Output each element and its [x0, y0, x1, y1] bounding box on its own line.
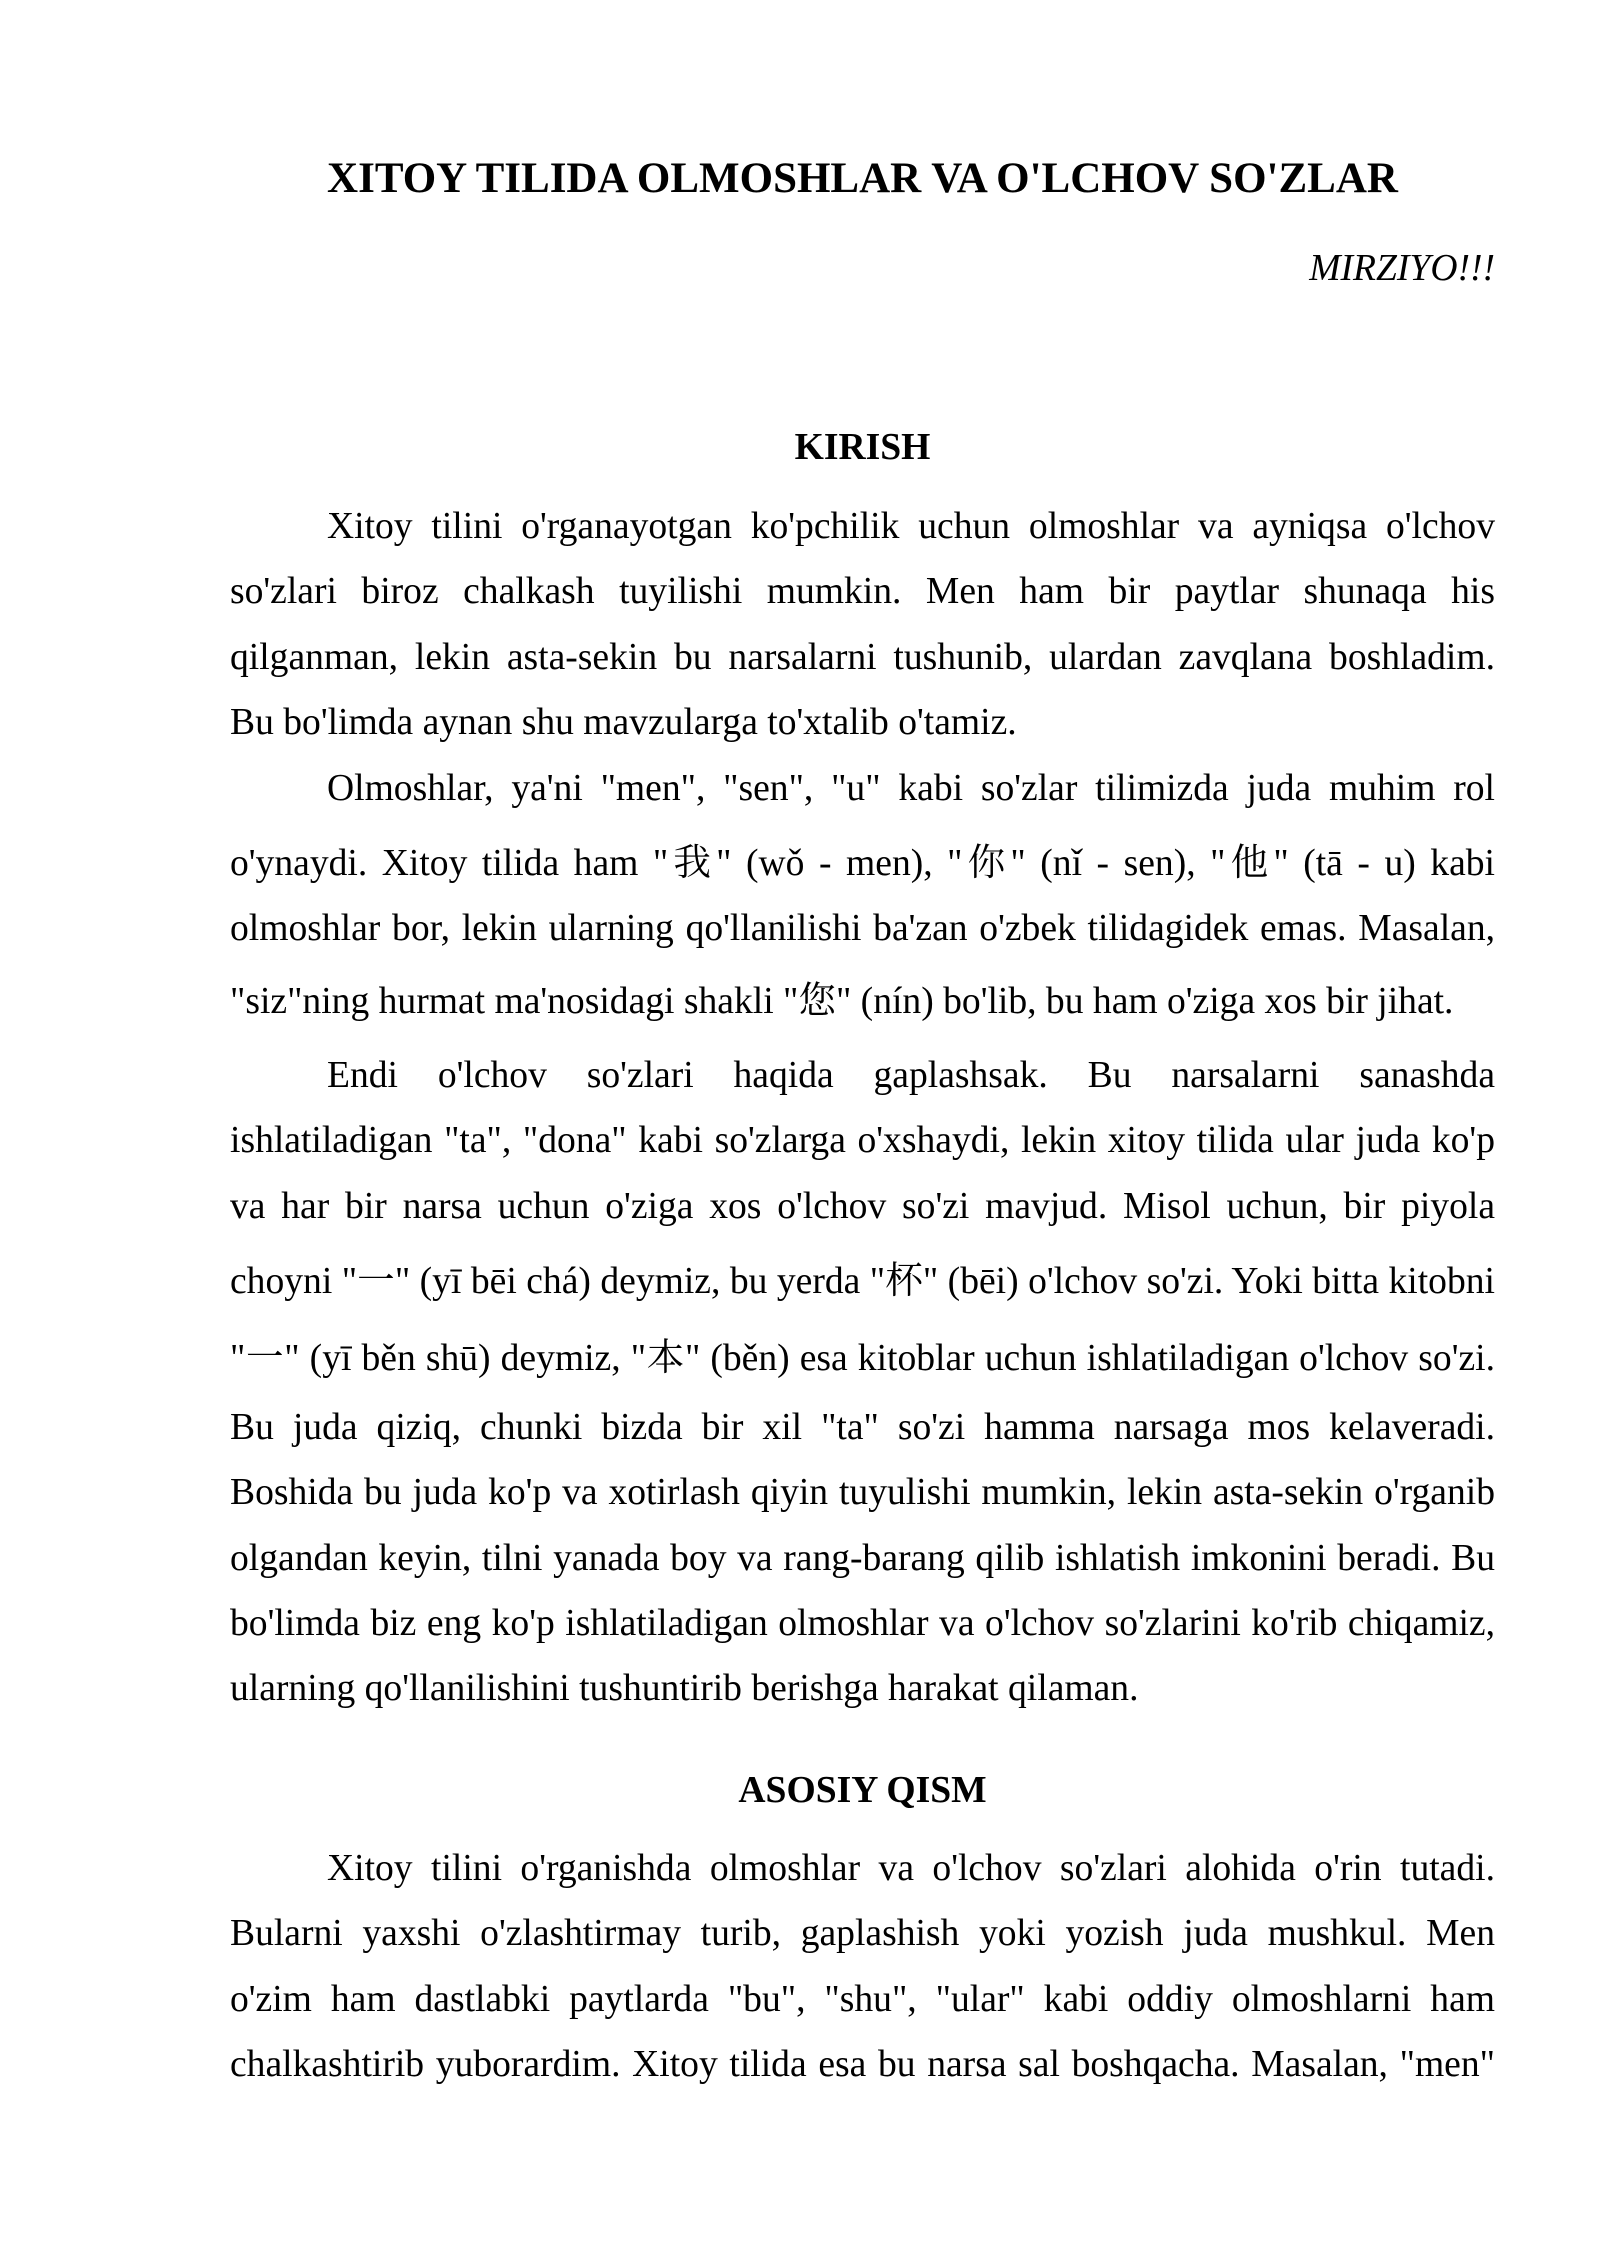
paragraph	[230, 1043, 1495, 1722]
section-heading: KIRISH	[794, 427, 931, 468]
paragraph-line: olmoshlar bor, lekin ularning qo'llanilishi ba'zan o'zbek tilidagidek emas. Masalan,	[230, 908, 1495, 950]
paragraph	[230, 1836, 1495, 2098]
paragraph-line: chalkashtirib yuborardim. Xitoy tilida esa bu narsa sal boshqacha. Masalan, "men"	[230, 2044, 1495, 2086]
paragraph-line: va har bir narsa uchun o'ziga xos o'lchov so'zi mavjud. Misol uchun, bir piyola	[230, 1185, 1495, 1227]
paragraph	[230, 756, 1495, 1035]
paragraph-line: qilganman, lekin asta-sekin bu narsalarni tushunib, ulardan zavqlana boshladim.	[230, 636, 1495, 678]
section-heading: ASOSIY QISM	[738, 1769, 987, 1811]
paragraph-line: Olmoshlar, ya'ni "men", "sen", "u" kabi so'zlar tilimizda juda muhim rol	[327, 767, 1495, 809]
author-name: MIRZIYO!!!	[1309, 248, 1495, 289]
paragraph-line: Endi o'lchov so'zlari haqida gaplashsak. Bu narsalarni sanashda	[327, 1055, 1495, 1097]
paragraph-line: "一" (yī běn shū) deymiz, "本" (běn) esa kitoblar uchun ishlatiladigan o'lchov so'zi.	[230, 1337, 1495, 1379]
paragraph	[230, 494, 1495, 756]
document-title: XITOY TILIDA OLMOSHLAR VA O'LCHOV SO'ZLAR	[327, 155, 1398, 202]
paragraph-line: Boshida bu juda ko'p va xotirlash qiyin tuyulishi mumkin, lekin asta-sekin o'rganib	[230, 1472, 1495, 1514]
paragraph-line: "siz"ning hurmat ma'nosidagi shakli "您" (nín) bo'lib, bu ham o'ziga xos bir jihat.	[230, 981, 1454, 1023]
paragraph-line: ishlatiladigan "ta", "dona" kabi so'zlarga o'xshaydi, lekin xitoy tilida ular juda ko'p	[230, 1120, 1495, 1162]
paragraph-line: Xitoy tilini o'rganishda olmoshlar va o'lchov so'zlari alohida o'rin tutadi.	[327, 1847, 1495, 1889]
paragraph-line: bo'limda biz eng ko'p ishlatiladigan olmoshlar va o'lchov so'zlarini ko'rib chiqamiz,	[230, 1603, 1495, 1645]
paragraph-line: olgandan keyin, tilni yanada boy va rang-barang qilib ishlatish imkonini beradi. Bu	[230, 1537, 1495, 1579]
paragraph-line: Xitoy tilini o'rganayotgan ko'pchilik uchun olmoshlar va ayniqsa o'lchov	[327, 506, 1495, 548]
section-kirish	[230, 415, 1495, 1722]
paragraph-line: choyni "一" (yī bēi chá) deymiz, bu yerda "杯" (bēi) o'lchov so'zi. Yoki bitta kitobni	[230, 1260, 1495, 1302]
document-body	[230, 415, 1495, 2098]
section-asosiy-qism	[230, 1758, 1495, 2098]
paragraph-line: o'ynaydi. Xitoy tilida ham "我" (wǒ - men), "你" (nǐ - sen), "他" (tā - u) kabi	[230, 842, 1495, 884]
paragraph-line: Bu juda qiziq, chunki bizda bir xil "ta" so'zi hamma narsaga mos kelaveradi.	[230, 1406, 1495, 1448]
paragraph-line: Bu bo'limda aynan shu mavzularga to'xtalib o'tamiz.	[230, 702, 1017, 744]
paragraph-line: o'zim ham dastlabki paytlarda "bu", "shu", "ular" kabi oddiy olmoshlarni ham	[230, 1978, 1495, 2020]
paragraph-line: ularning qo'llanilishini tushuntirib berishga harakat qilaman.	[230, 1668, 1139, 1710]
paragraph-line: so'zlari biroz chalkash tuyilishi mumkin. Men ham bir paytlar shunaqa his	[230, 571, 1495, 613]
paragraph-line: Bularni yaxshi o'zlashtirmay turib, gaplashish yoki yozish juda mushkul. Men	[230, 1913, 1495, 1955]
